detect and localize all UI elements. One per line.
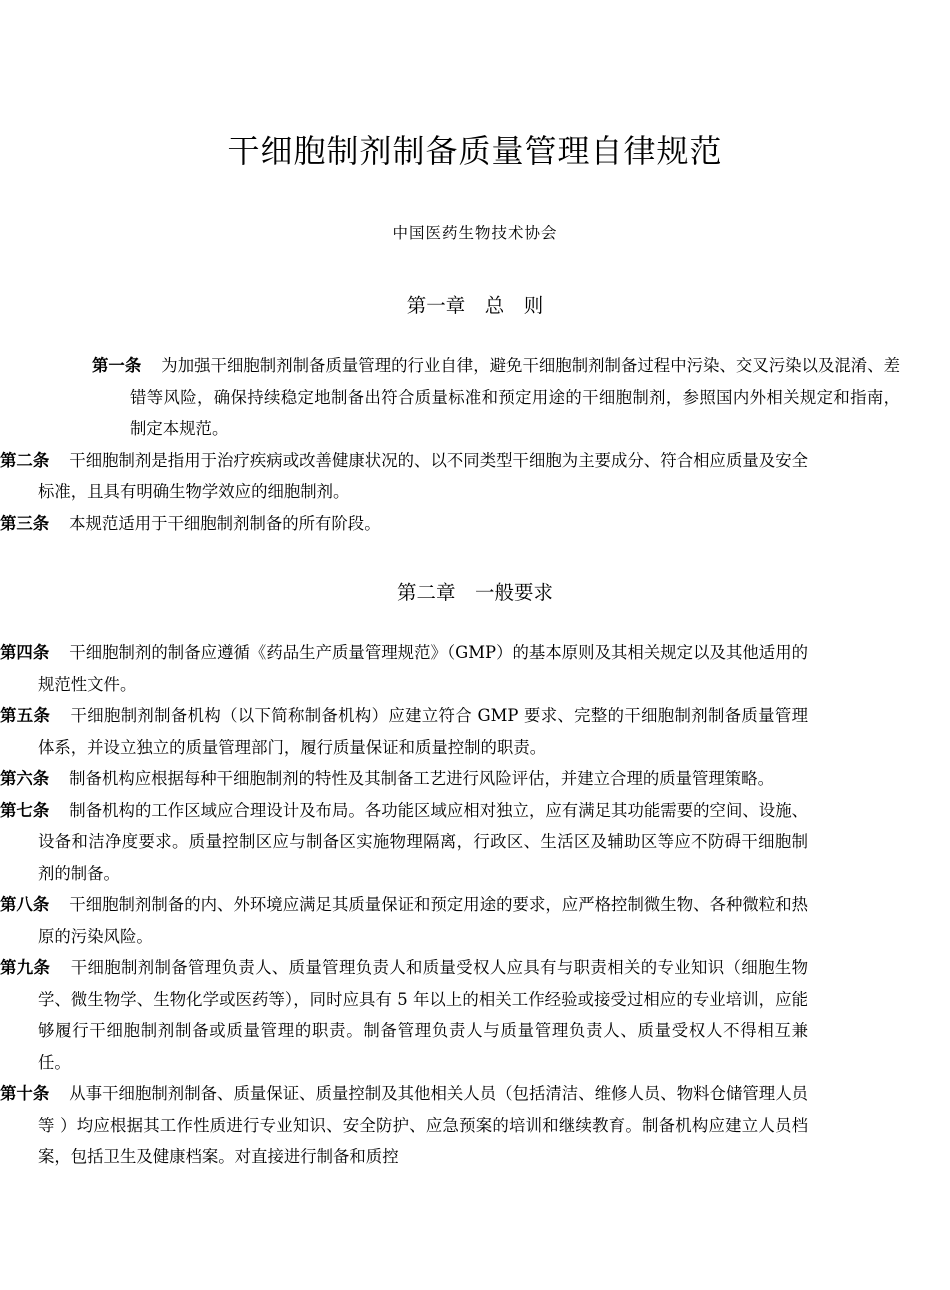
article-label: 第二条: [0, 450, 50, 470]
chapter-2-articles: [0, 637, 950, 1173]
article-text: 干细胞制剂是指用于治疗疾病或改善健康状况的、以不同类型干细胞为主要成分、符合相应质量及安全标准，且具有明确生物学效应的细胞制剂。: [38, 450, 808, 501]
article-9: [0, 952, 808, 1078]
article-1: [92, 350, 900, 445]
article-text: 从事干细胞制剂制备、质量保证、质量控制及其他相关人员（包括清洁、维修人员、物料仓储管理人员等 ）均应根据其工作性质进行专业知识、安全防护、应急预案的培训和继续教育。制备机构应建立人员档案，包括卫生及健康档案。对直接进行制备和质控: [38, 1084, 808, 1166]
article-label: 第十条: [0, 1084, 50, 1103]
article-5: [0, 700, 808, 763]
article-text: 为加强干细胞制剂制备质量管理的行业自律，避免干细胞制剂制备过程中污染、交叉污染以及混淆、差错等风险，确保持续稳定地制备出符合质量标准和预定用途的干细胞制剂，参照国内外相关规定和指南，制定本规范。: [130, 356, 900, 438]
article-text: 本规范适用于干细胞制剂制备的所有阶段。: [69, 513, 381, 533]
article-text: 制备机构应根据每种干细胞制剂的特性及其制备工艺进行风险评估，并建立合理的质量管理策略。: [69, 769, 774, 788]
article-10: [0, 1078, 808, 1173]
article-2: [0, 445, 808, 508]
article-label: 第九条: [0, 958, 51, 977]
article-label: 第八条: [0, 895, 50, 914]
article-4: [0, 637, 808, 700]
article-text: 干细胞制剂制备机构（以下简称制备机构）应建立符合 GMP 要求、完整的干细胞制剂制备质量管理体系，并设立独立的质量管理部门，履行质量保证和质量控制的职责。: [38, 706, 808, 757]
issuing-organization: 中国医药生物技术协会: [392, 224, 558, 242]
article-text: 干细胞制剂的制备应遵循《药品生产质量管理规范》（GMP）的基本原则及其相关规定以及其他适用的规范性文件。: [38, 643, 809, 694]
article-label: 第六条: [0, 769, 50, 788]
article-label: 第一条: [92, 356, 142, 375]
article-6: [0, 763, 808, 795]
article-8: [0, 889, 808, 952]
chapter-2-heading: 第二章 一般要求: [396, 581, 553, 604]
article-text: 干细胞制剂制备管理负责人、质量管理负责人和质量受权人应具有与职责相关的专业知识（细胞生物学、微生物学、生物化学或医药等），同时应具有 5 年以上的相关工作经验或接受过相应的专业培训，应能够履行干细胞制剂制备或质量管理的职责。制备管理负责人与质量管理负责人、质量受权人不得相互兼任。: [38, 958, 809, 1072]
article-text: 干细胞制剂制备的内、外环境应满足其质量保证和预定用途的要求，应严格控制微生物、各种微粒和热原的污染风险。: [38, 895, 808, 946]
article-3: [0, 508, 808, 540]
article-7: [0, 795, 808, 890]
chapter-1-heading: 第一章 总 则: [406, 294, 544, 317]
article-label: 第五条: [0, 706, 51, 725]
article-text: 制备机构的工作区域应合理设计及布局。各功能区域应相对独立，应有满足其功能需要的空间、设施、设备和洁净度要求。质量控制区应与制备区实施物理隔离，行政区、生活区及辅助区等应不防碍干细胞制剂的制备。: [38, 800, 808, 883]
article-label: 第四条: [0, 643, 50, 662]
document-title: 干细胞制剂制备质量管理自律规范: [227, 132, 723, 170]
article-label: 第三条: [0, 513, 50, 533]
chapter-1-articles: [0, 350, 950, 539]
article-label: 第七条: [0, 800, 50, 820]
